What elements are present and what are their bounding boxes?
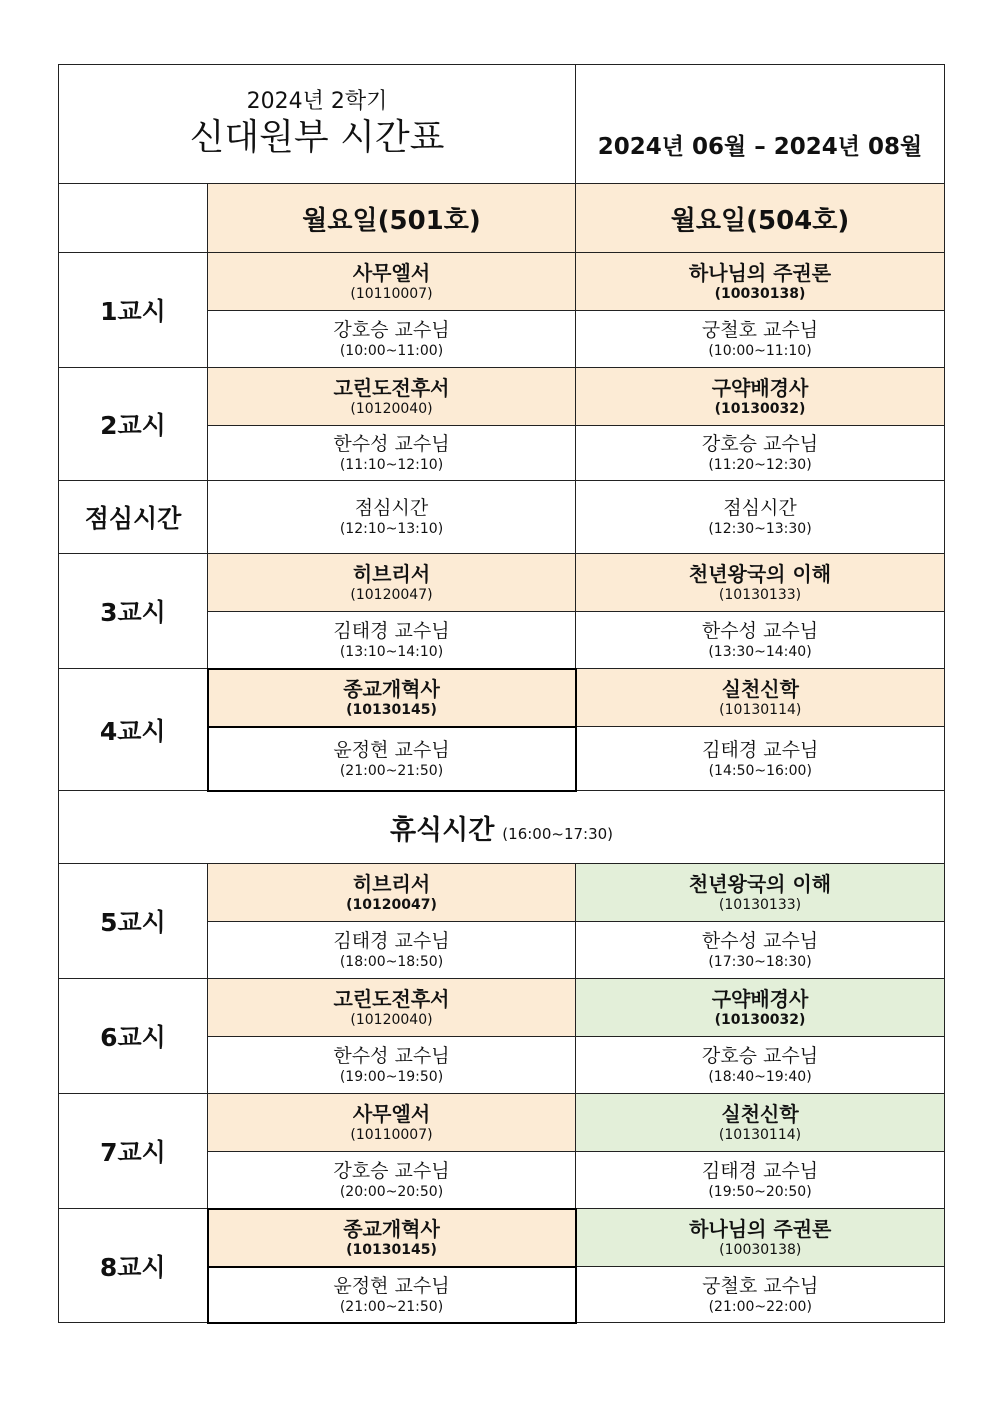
- class-time: (19:50~20:50): [708, 1184, 812, 1200]
- prof-cell: [208, 612, 576, 669]
- period-1-label: 1교시: [59, 253, 208, 368]
- period-7-label: 7교시: [59, 1094, 208, 1209]
- course-name: 하나님의 주권론: [688, 260, 832, 285]
- course-cell: [208, 1209, 576, 1267]
- course-cell: [576, 554, 945, 612]
- class-time: (14:50~16:00): [708, 762, 812, 779]
- prof-cell: [208, 1037, 576, 1094]
- course-code: (10130145): [346, 701, 437, 718]
- class-time: (21:00~21:50): [339, 1298, 444, 1315]
- professor: 강호승 교수님: [333, 1159, 450, 1182]
- prof-cell: [208, 922, 576, 979]
- class-time: (21:00~21:50): [339, 762, 444, 779]
- course-cell: [208, 554, 576, 612]
- prof-cell: [576, 1037, 945, 1094]
- class-time: (21:00~22:00): [708, 1298, 812, 1315]
- class-time: (13:10~14:10): [339, 643, 444, 660]
- course-cell: [576, 368, 945, 426]
- course-name: 구약배경사: [711, 986, 809, 1011]
- period-2-label: 2교시: [59, 368, 208, 481]
- class-time: (18:00~18:50): [339, 954, 444, 970]
- course-name: 히브리서: [352, 561, 431, 586]
- prof-cell: [576, 311, 945, 368]
- break-time: (16:00~17:30): [502, 824, 614, 843]
- title-cell: [59, 65, 576, 184]
- prof-cell: [576, 922, 945, 979]
- course-code: (10130133): [718, 896, 802, 913]
- course-code: (10120047): [350, 586, 433, 603]
- timetable: [58, 64, 945, 1324]
- course-name: 사무엘서: [352, 1101, 431, 1126]
- class-time: (10:00~11:00): [339, 343, 444, 359]
- professor: 궁철호 교수님: [702, 1274, 819, 1297]
- course-name: 천년왕국의 이해: [688, 561, 832, 586]
- course-cell: [208, 1094, 576, 1152]
- course-name: 사무엘서: [352, 260, 431, 285]
- period-4-label: 4교시: [59, 669, 208, 791]
- period-5-label: 5교시: [59, 864, 208, 979]
- professor: 한수성 교수님: [333, 433, 450, 455]
- professor: 한수성 교수님: [333, 1045, 450, 1067]
- course-cell: [208, 253, 576, 311]
- course-code: (10120047): [346, 896, 437, 913]
- course-code: (10130114): [718, 1126, 802, 1143]
- course-name: 실천신학: [721, 676, 799, 701]
- lunch-name: 점심시간: [354, 497, 429, 519]
- day-header-501: 월요일(501호): [208, 184, 576, 253]
- semester-label: 2024년 2학기: [246, 89, 388, 114]
- class-time: (18:40~19:40): [708, 1069, 812, 1085]
- lunch-name: 점심시간: [723, 497, 797, 519]
- course-cell: [576, 1094, 945, 1152]
- course-cell: [208, 669, 576, 727]
- prof-cell: [576, 1152, 945, 1209]
- course-code: (10030138): [714, 285, 806, 302]
- prof-cell: [208, 1267, 576, 1323]
- period-6-label: 6교시: [59, 979, 208, 1094]
- professor: 한수성 교수님: [701, 930, 819, 952]
- course-name: 실천신학: [721, 1101, 799, 1126]
- professor: 김태경 교수님: [702, 738, 819, 761]
- course-cell: [208, 979, 576, 1037]
- lunch-cell: [208, 481, 576, 554]
- course-cell: [576, 1209, 945, 1267]
- page-title: 신대원부 시간표: [189, 117, 445, 158]
- course-cell: [576, 979, 945, 1037]
- professor: 궁철호 교수님: [701, 319, 819, 341]
- professor: 강호승 교수님: [701, 1045, 819, 1067]
- course-code: (10110007): [350, 285, 433, 302]
- class-time: (11:10~12:10): [339, 457, 444, 473]
- professor: 한수성 교수님: [701, 620, 819, 642]
- course-code: (10130032): [714, 1011, 806, 1028]
- course-cell: [208, 368, 576, 426]
- class-time: (13:30~14:40): [708, 644, 812, 660]
- prof-cell: [576, 612, 945, 669]
- prof-cell: [208, 1152, 576, 1209]
- course-cell: [576, 669, 945, 727]
- course-code: (10130032): [714, 400, 806, 417]
- prof-cell: [576, 426, 945, 481]
- professor: 강호승 교수님: [333, 319, 450, 341]
- break-row: [59, 791, 945, 864]
- course-cell: [208, 864, 576, 922]
- course-code: (10120040): [350, 1011, 433, 1028]
- course-code: (10110007): [350, 1126, 433, 1143]
- period-8-label: 8교시: [59, 1209, 208, 1323]
- class-time: (20:00~20:50): [339, 1183, 444, 1200]
- course-name: 종교개혁사: [343, 1216, 440, 1241]
- class-time: (10:00~11:10): [708, 343, 812, 359]
- class-time: (19:00~19:50): [339, 1069, 444, 1085]
- course-name: 구약배경사: [711, 375, 809, 400]
- course-name: 천년왕국의 이해: [688, 871, 832, 896]
- course-code: (10130133): [718, 586, 802, 603]
- course-name: 종교개혁사: [343, 676, 440, 701]
- prof-cell: [208, 426, 576, 481]
- professor: 윤정현 교수님: [333, 738, 450, 761]
- class-time: (11:20~12:30): [708, 457, 812, 473]
- day-header-504: 월요일(504호): [576, 184, 945, 253]
- prof-cell: [208, 311, 576, 368]
- course-code: (10120040): [350, 400, 433, 417]
- course-cell: [576, 253, 945, 311]
- course-code: (10130114): [719, 701, 802, 718]
- break-label: 휴식시간: [389, 814, 495, 846]
- lunch-label: 점심시간: [59, 481, 208, 554]
- corner-cell: [59, 184, 208, 253]
- course-code: (10030138): [719, 1241, 802, 1258]
- class-time: (17:30~18:30): [708, 954, 812, 970]
- lunch-cell: [576, 481, 945, 554]
- professor: 김태경 교수님: [701, 1160, 819, 1182]
- period-3-label: 3교시: [59, 554, 208, 669]
- course-name: 히브리서: [352, 871, 431, 896]
- course-cell: [576, 864, 945, 922]
- lunch-time: (12:10~13:10): [339, 521, 444, 537]
- professor: 윤정현 교수님: [333, 1274, 450, 1297]
- course-name: 고린도전후서: [333, 375, 450, 400]
- lunch-time: (12:30~13:30): [708, 521, 812, 537]
- prof-cell: [576, 1267, 945, 1323]
- course-name: 하나님의 주권론: [689, 1216, 832, 1241]
- course-name: 고린도전후서: [333, 986, 450, 1011]
- prof-cell: [208, 727, 576, 791]
- date-range: 2024년 06월 – 2024년 08월: [576, 65, 945, 184]
- professor: 김태경 교수님: [333, 930, 450, 952]
- professor: 강호승 교수님: [701, 433, 819, 455]
- prof-cell: [576, 727, 945, 791]
- course-code: (10130145): [346, 1241, 437, 1258]
- professor: 김태경 교수님: [333, 619, 450, 642]
